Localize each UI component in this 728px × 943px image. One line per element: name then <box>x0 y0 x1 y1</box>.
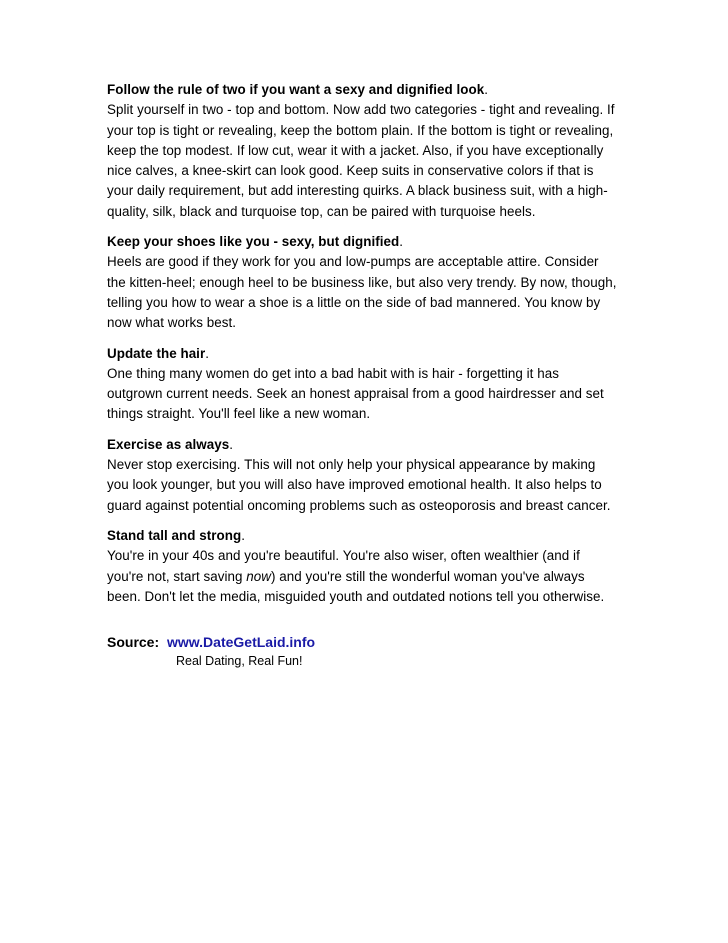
source-line <box>107 634 617 651</box>
section-heading: Follow the rule of two if you want a sexy and dignified look. <box>107 82 488 97</box>
section-body: Split yourself in two - top and bottom. Now add two categories - tight and revealing. If your top is tight or revealing, keep the bottom plain. If the bottom is tight or revealing, keep the top modest. If low cut, wear it with a jacket. Also, if you have exceptionally nice calves, a knee-skirt can look good. Keep suits in conservative colors if that is your daily requirement, but add interesting quirks. A black business suit, with a high-quality, silk, black and turquoise top, can be paired with turquoise heels. <box>107 102 615 219</box>
section-heading: Exercise as always. <box>107 436 234 452</box>
document-page <box>107 80 617 670</box>
section-shoes <box>107 232 617 333</box>
section-hair <box>107 344 617 425</box>
source-label: Source: <box>107 634 160 651</box>
section-exercise <box>107 435 617 516</box>
section-heading: Keep your shoes like you - sexy, but dignified. <box>107 234 404 250</box>
section-body: Heels are good if they work for you and low-pumps are acceptable attire. Consider the kitten-heel; enough heel to be business like, but also very trendy. By now, though, telling you how to wear a shoe is a little on the side of bad mannered. You know by now what works best. <box>107 254 617 331</box>
tagline: Real Dating, Real Fun! <box>176 654 303 669</box>
emphasis-now: now <box>246 568 271 584</box>
section-heading: Stand tall and strong. <box>107 527 245 543</box>
section-body: Never stop exercising. This will not only help your physical appearance by making you look younger, but you will also have improved emotional health. It also helps to guard against potential oncoming problems such as osteoporosis and breast cancer. <box>107 457 611 513</box>
section-body: You're in your 40s and you're beautiful. You're also wiser, often wealthier (and if you're not, start saving now) and you're still the wonderful woman you've always been. Don't let the media, misguided youth and outdated notions tell you otherwise. <box>107 548 605 604</box>
section-rule-of-two <box>107 80 617 222</box>
section-heading: Update the hair. <box>107 345 209 361</box>
section-body: One thing many women do get into a bad habit with is hair - forgetting it has outgrown current needs. Seek an honest appraisal from a good hairdresser and set things straight. You'll feel like a new woman. <box>107 365 604 422</box>
source-link[interactable]: www.DateGetLaid.info <box>167 634 316 651</box>
section-stand-tall <box>107 526 617 607</box>
